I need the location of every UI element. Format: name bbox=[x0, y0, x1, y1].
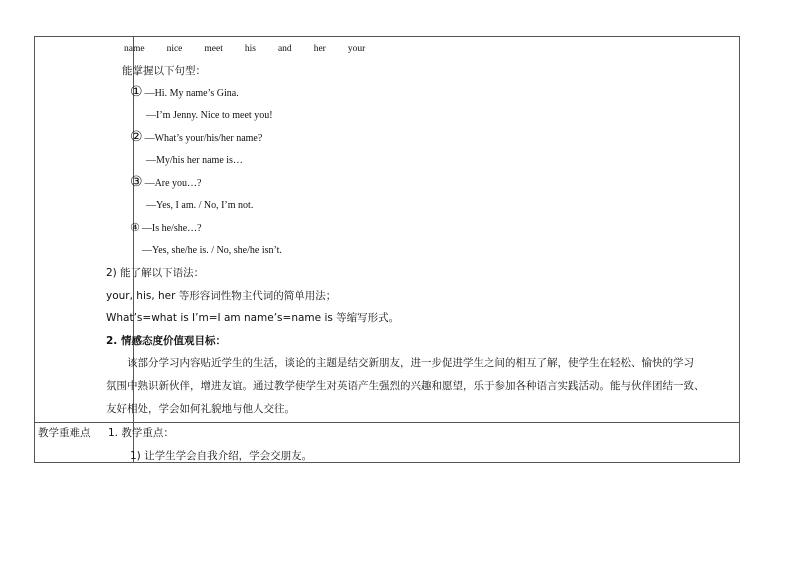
vocab-word: your bbox=[347, 44, 366, 54]
vocabulary-list bbox=[124, 42, 387, 56]
vocab-word: his bbox=[244, 44, 256, 54]
vocab-word: nice bbox=[166, 44, 183, 54]
sentence-question-2: ② —What’s your/his/her name? bbox=[130, 129, 263, 145]
sentence-answer-4: —Yes, she/he is. / No, she/he isn’t. bbox=[142, 245, 282, 256]
circled-number-marker: ③ bbox=[130, 174, 143, 190]
circled-number-marker: ④ bbox=[130, 221, 140, 234]
sentence-question-1: ① —Hi. My name’s Gina. bbox=[130, 84, 239, 100]
row-divider bbox=[35, 422, 739, 423]
emotion-paragraph-line: 氛围中熟识新伙伴，增进友谊。通过教学使学生对英语产生强烈的兴趣和愿望，乐于参加各种语言实践活动。能与伙伴团结一致、 bbox=[106, 380, 705, 392]
key-point-item: 1) 让学生学会自我介绍，学会交朋友。 bbox=[130, 450, 313, 462]
vocab-word: her bbox=[313, 44, 326, 54]
sentence-question-4: ④ —Is he/she…? bbox=[130, 221, 202, 234]
emotion-goal-title: 2. 情感态度价值观目标： bbox=[106, 335, 226, 347]
row-label-key-points: 教学重难点 bbox=[38, 427, 91, 439]
circled-number-marker: ② bbox=[130, 129, 143, 145]
vocab-word: and bbox=[277, 44, 292, 54]
grammar-title: 2) 能了解以下语法： bbox=[106, 267, 205, 279]
vocab-word: name bbox=[124, 44, 145, 54]
circled-number-marker: ① bbox=[130, 84, 143, 100]
emotion-paragraph-line: 友好相处，学会如何礼貌地与他人交往。 bbox=[106, 403, 295, 415]
sentence-answer-1: —I’m Jenny. Nice to meet you! bbox=[146, 110, 273, 121]
grammar-line: What’s=what is I’m=I am name’s=name is 等缩写形式。 bbox=[106, 312, 400, 324]
emotion-paragraph-line: 该部分学习内容贴近学生的生活，谈论的主题是结交新朋友，进一步促进学生之间的相互了解，使学生在轻松、愉快的学习 bbox=[127, 357, 694, 369]
vocab-word: meet bbox=[204, 44, 223, 54]
sentence-question-3: ③ —Are you…? bbox=[130, 174, 202, 190]
key-points-title: 1. 教学重点： bbox=[108, 427, 174, 439]
sentence-answer-2: —My/his her name is… bbox=[146, 155, 243, 166]
sentence-intro: 能掌握以下句型： bbox=[122, 65, 206, 77]
grammar-line: your, his, her 等形容词性物主代词的简单用法； bbox=[106, 290, 337, 302]
sentence-answer-3: —Yes, I am. / No, I’m not. bbox=[146, 200, 254, 211]
